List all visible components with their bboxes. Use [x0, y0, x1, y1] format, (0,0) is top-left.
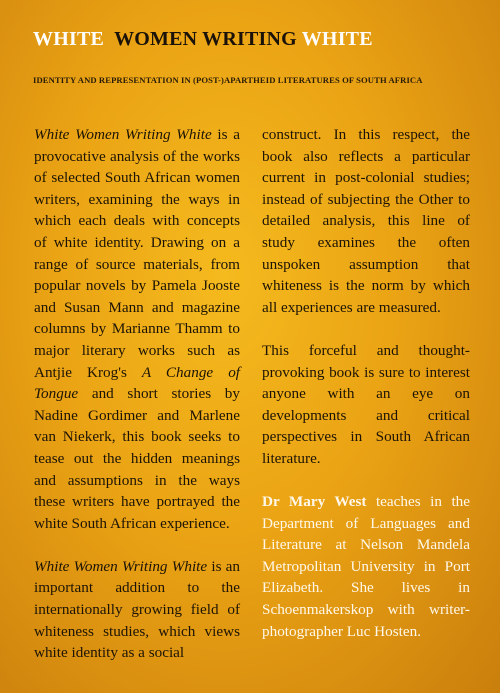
- author-name: Dr Mary West: [262, 493, 367, 511]
- blurb-paragraph-1: [34, 124, 240, 534]
- paragraph-1-text-b: and short stories by Nadine Gordimer and Marlene van Niekerk, this book seeks to tease out the hidden meanings and assumptions in the ways these writers have portrayed the white South African experience.: [34, 385, 240, 532]
- author-bio: [262, 491, 470, 642]
- book-title-italic-2: White Women Writing White: [34, 557, 208, 575]
- blurb-paragraph-2-continued: construct. In this respect, the book also reflects a particular current in post-colonial studies; instead of subjecting the Other to detailed analysis, this line of study examines the often unspoken assumption that whiteness is the norm by which all experiences are measured.: [262, 126, 470, 316]
- paragraph-2-text: is an important addition to the internationally growing field of whiteness studies, which views white identity as a social: [34, 557, 241, 662]
- book-subtitle: IDENTITY AND REPRESENTATION IN (POST-)APARTHEID LITERATURES OF SOUTH AFRICA: [33, 75, 423, 85]
- book-title-italic: White Women Writing White: [34, 126, 212, 143]
- paragraph-1-text-a: is a provocative analysis of the works of selected South African women writers, examining the ways in which each deals with concepts of white identity. Drawing on a range of source materials, from popular novels by Pamela Jooste and Susan Mann and magazine columns by Marianne Thamm to major literary works such as Antjie Krog's: [34, 126, 240, 381]
- title-part-women-writing: WOMEN WRITING: [114, 28, 297, 50]
- paragraph-spacer-2: [262, 318, 470, 340]
- blurb-paragraph-3: This forceful and thought-provoking book is sure to interest anyone with an eye on developments and critical perspectives in South African literature.: [262, 341, 470, 467]
- author-bio-text: teaches in the Department of Languages and Literature at Nelson Mandela Metropolitan University in Port Elizabeth. She lives in Schoenmakerskop with writer-photographer Luc Hosten.: [262, 493, 470, 640]
- paragraph-spacer-3: [262, 470, 470, 492]
- blurb-paragraph-2: [34, 556, 240, 664]
- blurb-column-left: [34, 124, 240, 664]
- paragraph-spacer: [34, 534, 240, 556]
- blurb-column-right: [262, 124, 470, 642]
- title-part-white-2: WHITE: [301, 28, 373, 50]
- title-part-white-1: WHITE: [33, 28, 105, 50]
- book-title: [33, 28, 373, 51]
- work-title-italic: A Change of Tongue: [34, 363, 241, 403]
